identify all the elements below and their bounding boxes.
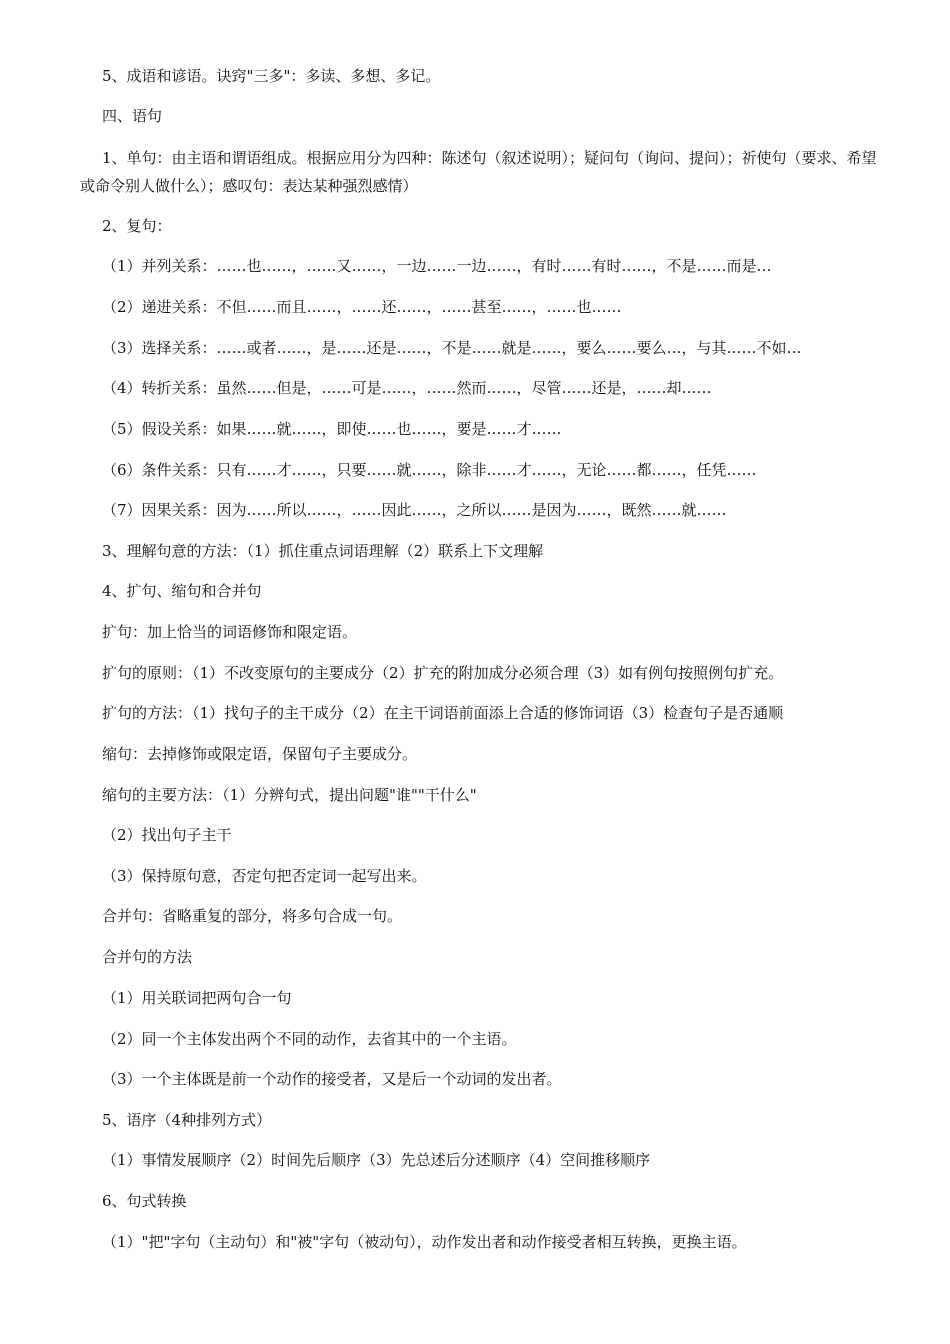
item-simple-sentence: 1、单句：由主语和谓语组成。根据应用分为四种：陈述句（叙述说明）；疑问句（询问、提问）；祈使句（要求、希望或命令别人做什么）；感叹句：表达某种强烈感情） bbox=[80, 149, 877, 195]
shrink-methods: 缩句的主要方法：（1）分辨句式，提出问题"谁""干什么" bbox=[102, 786, 477, 804]
shrink-step-2: （2）找出句子主干 bbox=[102, 826, 232, 844]
complex-conditional: （6）条件关系：只有……才……，只要……就……，除非……才……，无论……都……，任凭…… bbox=[102, 461, 757, 479]
complex-parallel: （1）并列关系：……也……，……又……，一边……一边……，有时……有时……，不是……而是… bbox=[102, 257, 772, 275]
expand-definition: 扩句：加上恰当的词语修饰和限定语。 bbox=[102, 623, 358, 641]
complex-choice: （3）选择关系：……或者……，是……还是……，不是……就是……，要么……要么…，与其……不如… bbox=[102, 339, 802, 357]
item-idioms-proverbs: 5、成语和谚语。诀窍"三多"：多读、多想、多记。 bbox=[102, 67, 441, 85]
expand-methods: 扩句的方法：（1）找句子的主干成分（2）在主干词语前面添上合适的修饰词语（3）检查句子是否通顺 bbox=[102, 704, 784, 722]
merge-step-3: （3）一个主体既是前一个动作的接受者，又是后一个动词的发出者。 bbox=[102, 1070, 562, 1088]
complex-adversative: （4）转折关系：虽然……但是，……可是……，……然而……，尽管……还是，……却…… bbox=[102, 379, 712, 397]
complex-progressive: （2）递进关系：不但……而且……，……还……，……甚至……，……也…… bbox=[102, 298, 622, 316]
shrink-definition: 缩句：去掉修饰或限定语，保留句子主要成分。 bbox=[102, 745, 418, 763]
section-heading-sentences: 四、语句 bbox=[102, 107, 163, 125]
item-expand-shrink-merge: 4、扩句、缩句和合并句 bbox=[102, 582, 262, 600]
item-sentence-transform: 6、句式转换 bbox=[102, 1192, 187, 1210]
merge-step-2: （2）同一个主体发出两个不同的动作，去省其中的一个主语。 bbox=[102, 1030, 517, 1048]
complex-hypothetical: （5）假设关系：如果……就……，即使……也……，要是……才…… bbox=[102, 420, 562, 438]
item-understand-meaning: 3、理解句意的方法：（1）抓住重点词语理解（2）联系上下文理解 bbox=[102, 542, 544, 560]
merge-methods-heading: 合并句的方法 bbox=[102, 948, 193, 966]
shrink-step-3: （3）保持原句意，否定句把否定词一起写出来。 bbox=[102, 867, 427, 885]
merge-step-1: （1）用关联词把两句合一句 bbox=[102, 989, 292, 1007]
transform-ba-bei: （1）"把"字句（主动句）和"被"字句（被动句），动作发出者和动作接受者相互转换，更换主语。 bbox=[102, 1233, 747, 1251]
merge-definition: 合并句：省略重复的部分，将多句合成一句。 bbox=[102, 907, 403, 925]
word-order-types: （1）事情发展顺序（2）时间先后顺序（3）先总述后分述顺序（4）空间推移顺序 bbox=[102, 1151, 651, 1169]
item-complex-sentence: 2、复句： bbox=[102, 217, 172, 235]
complex-causal: （7）因果关系：因为……所以……，……因此……，之所以……是因为……，既然……就…… bbox=[102, 501, 727, 519]
item-word-order: 5、语序（4种排列方式） bbox=[102, 1111, 272, 1129]
expand-principles: 扩句的原则：（1）不改变原句的主要成分（2）扩充的附加成分必须合理（3）如有例句按照例句扩充。 bbox=[102, 664, 784, 682]
